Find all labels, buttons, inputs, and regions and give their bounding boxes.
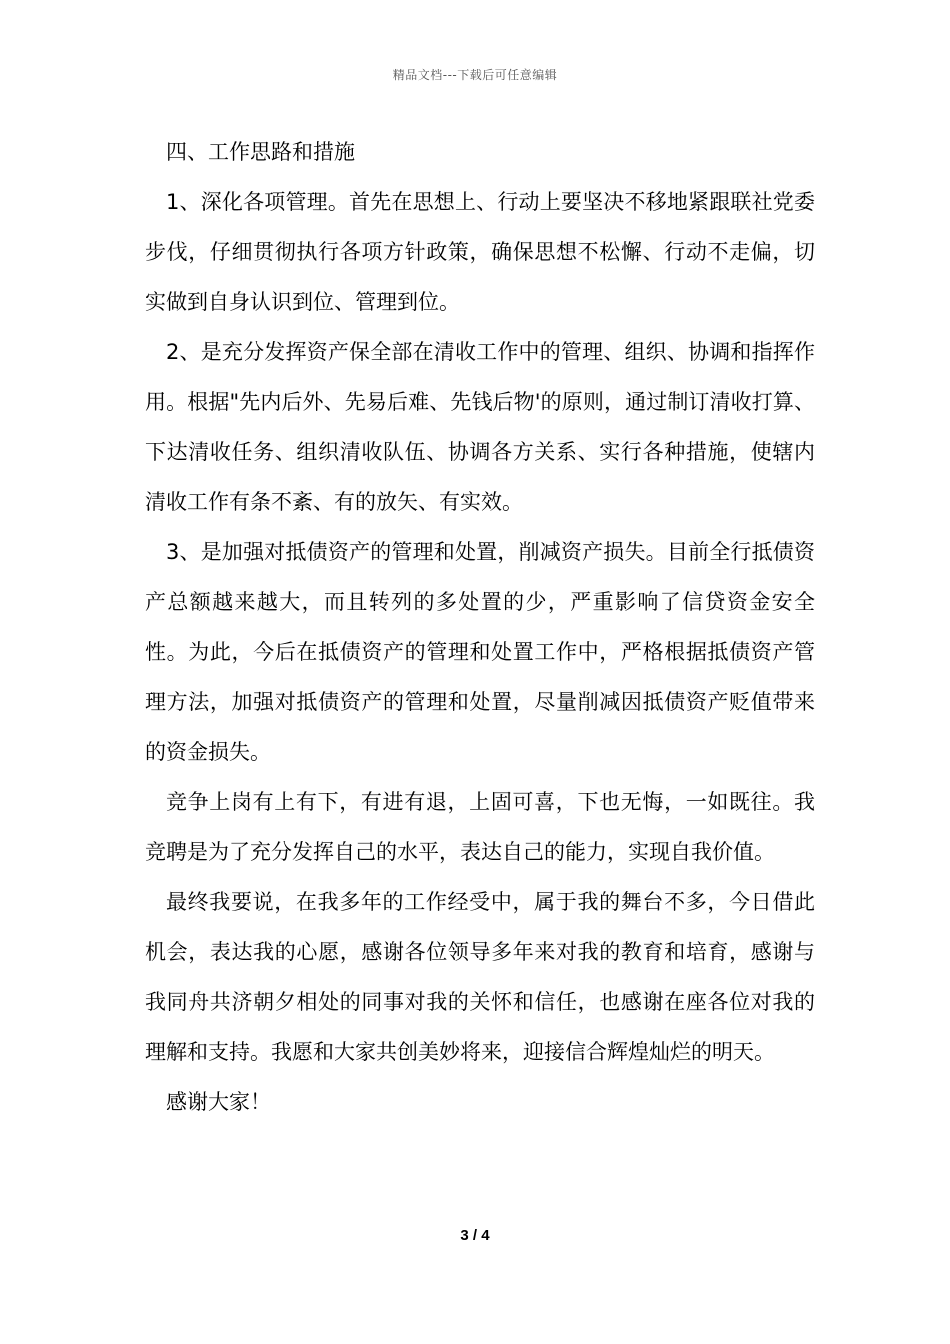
page-number: 3 / 4 xyxy=(460,1227,490,1244)
paragraph-competition: 竞争上岗有上有下，有进有退，上固可喜，下也无悔，一如既往。我竞聘是为了充分发挥自己的水平，表达自己的能力，实现自我价值。 xyxy=(145,790,815,864)
paragraph-closing: 最终我要说，在我多年的工作经受中，属于我的舞台不多，今日借此机会，表达我的心愿，感谢各位领导多年来对我的教育和培育，感谢与我同舟共济朝夕相处的同事对我的关怀和信任，也感谢在座各位对我的理解和支持。我愿和大家共创美妙将来，迎接信合辉煌灿烂的明天。 xyxy=(145,890,815,1064)
paragraph-thanks: 感谢大家！ xyxy=(166,1090,271,1114)
page-header: 精品文档---下载后可任意编辑 xyxy=(392,68,558,82)
paragraph-item-2: 2、是充分发挥资产保全部在清收工作中的管理、组织、协调和指挥作用。根据"先内后外、先易后难、先钱后物'的原则，通过制订清收打算、下达清收任务、组织清收队伍、协调各方关系、实行各种措施，使辖内清收工作有条不紊、有的放矢、有实效。 xyxy=(145,340,815,514)
section-heading: 四、工作思路和措施 xyxy=(166,140,355,164)
document-body xyxy=(145,127,815,1127)
paragraph-item-1: 1、深化各项管理。首先在思想上、行动上要坚决不移地紧跟联社党委步伐，仔细贯彻执行各项方针政策，确保思想不松懈、行动不走偏，切实做到自身认识到位、管理到位。 xyxy=(145,190,815,314)
paragraph-item-3: 3、是加强对抵债资产的管理和处置，削减资产损失。目前全行抵债资产总额越来越大，而且转列的多处置的少，严重影响了信贷资金安全性。为此，今后在抵债资产的管理和处置工作中，严格根据抵债资产管理方法，加强对抵债资产的管理和处置，尽量削减因抵债资产贬值带来的资金损失。 xyxy=(145,540,815,764)
